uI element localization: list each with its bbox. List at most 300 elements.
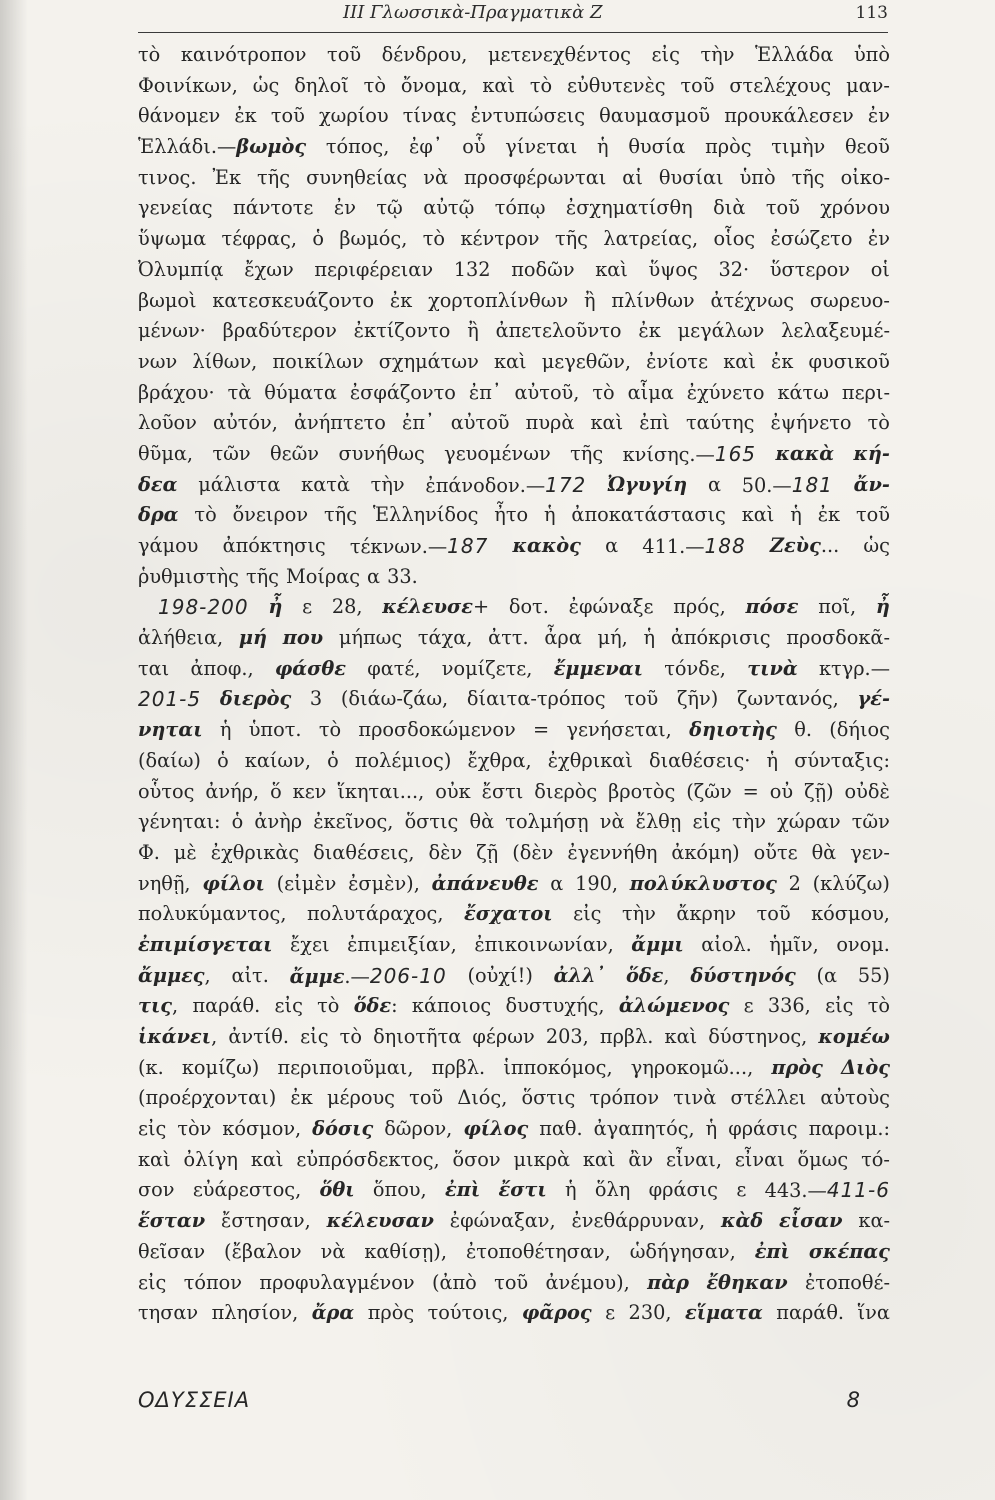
word [387, 562, 418, 593]
text-run: τοῦ [270, 104, 305, 128]
word [544, 500, 556, 531]
text-run: φατέ, [367, 656, 421, 680]
word [706, 1268, 787, 1299]
word [530, 71, 552, 102]
word [313, 838, 414, 869]
word [496, 316, 622, 347]
lemma-term: ἔστι [498, 1178, 547, 1202]
word [770, 255, 850, 286]
text-run: , [211, 1025, 218, 1048]
lemma-term: εἷσαν [779, 1209, 843, 1233]
word [505, 807, 588, 838]
word [599, 101, 710, 132]
text-run: θύματα [264, 380, 337, 404]
word [464, 899, 553, 930]
word [275, 991, 303, 1022]
text-run: τοῦ [765, 196, 800, 220]
word [373, 1022, 461, 1053]
word [569, 592, 654, 623]
text-run: καὶ [723, 349, 756, 373]
word [686, 408, 754, 439]
word [509, 592, 549, 623]
word [770, 531, 839, 562]
text-run: ὅστις [404, 810, 459, 834]
text-run: (ζῶν [686, 779, 732, 803]
word [567, 71, 666, 102]
text-run: οἰκο- [840, 165, 890, 189]
word [338, 439, 424, 470]
text-run: αὐτοῦ [450, 411, 510, 435]
word [494, 347, 527, 378]
text-line [138, 132, 890, 163]
text-run: 336, [767, 994, 811, 1018]
word [259, 1268, 414, 1299]
word [463, 1114, 528, 1145]
word [138, 746, 201, 777]
text-line [138, 347, 890, 378]
text-run: καὶ [493, 349, 527, 373]
word [677, 684, 718, 715]
text-run: ὄνομα, [400, 73, 468, 97]
text-run: ἐσώζετο [770, 227, 853, 251]
text-run: ὕψωμα [138, 227, 207, 251]
text-line [138, 899, 890, 930]
text-line [138, 1298, 890, 1329]
text-run: λοῦον [138, 411, 197, 435]
word [138, 684, 201, 715]
word [628, 1145, 653, 1176]
lemma-term: ἀλλ᾿ [553, 963, 606, 987]
text-run: οὐδὲ [844, 779, 890, 803]
lemma-term: ὅθι [319, 1178, 355, 1202]
text-run: Ἐκ [212, 165, 241, 189]
word [755, 40, 833, 71]
word [290, 961, 447, 992]
text-run: τινὰ [673, 1086, 717, 1110]
word [513, 531, 581, 562]
text-run: ἄκρην [676, 902, 737, 926]
word [138, 470, 177, 501]
word [555, 224, 588, 255]
text-run: δῶρον, [384, 1117, 453, 1141]
word [624, 684, 658, 715]
word [138, 1053, 164, 1084]
word [871, 255, 890, 286]
word [570, 439, 603, 470]
word [721, 1206, 763, 1237]
word [401, 71, 468, 102]
lemma-term: ἕσταν [138, 1209, 206, 1233]
verse-number: 181 [791, 472, 833, 497]
word [454, 255, 491, 286]
word [649, 1175, 718, 1206]
lemma-term: ἐπιμίσγεται [138, 932, 273, 956]
text-line [138, 224, 890, 255]
word [630, 1237, 736, 1268]
text-run: ἵνα [857, 1301, 890, 1325]
lemma-term: ἔθηκαν [706, 1270, 788, 1294]
text-run: α [550, 871, 564, 895]
word [138, 1298, 198, 1329]
word [371, 470, 405, 501]
text-run: τοῦ [624, 687, 659, 711]
word [138, 71, 238, 102]
word [771, 408, 852, 439]
text-run: , [204, 963, 211, 987]
text-run: ὁ [231, 810, 244, 834]
word [138, 899, 286, 930]
text-run: α [367, 564, 381, 588]
word [222, 224, 297, 255]
word [550, 869, 563, 900]
word [482, 777, 524, 808]
word [673, 592, 726, 623]
text-run: γάμου [138, 534, 199, 557]
word [858, 1298, 890, 1329]
text-run: δοτ. [508, 595, 549, 619]
text-run: στέλλει [730, 1086, 807, 1110]
text-run: πλησίον, [211, 1301, 299, 1325]
text-line [138, 316, 890, 347]
text-run: θεοῦ [844, 135, 890, 159]
word [595, 1175, 630, 1206]
word [522, 1083, 576, 1114]
text-run: τῶν [212, 441, 251, 465]
text-run: ἀποκατάστασις [571, 503, 726, 527]
text-run: τησαν [138, 1301, 199, 1325]
word [350, 531, 488, 562]
text-run: εὐάρεστος, [192, 1178, 302, 1202]
text-run: ταύτης [685, 411, 755, 435]
text-run: γηροκομῶ..., [630, 1055, 754, 1079]
word [320, 1175, 355, 1206]
word [453, 1145, 501, 1176]
text-run: αἰολ. [701, 932, 752, 956]
text-run: Φοινίκων, [138, 73, 238, 97]
text-line [138, 592, 890, 623]
word [364, 71, 386, 102]
word [138, 286, 197, 317]
text-run: δένδρου, [381, 43, 468, 66]
word [409, 132, 443, 163]
word [467, 746, 531, 777]
word [138, 961, 211, 992]
word [376, 193, 402, 224]
text-run: ἱπποκόμος, [503, 1055, 613, 1079]
word [868, 991, 890, 1022]
text-run: διαθέσεις· [648, 748, 751, 772]
text-run: ἀπετελοῦντο [495, 319, 622, 343]
word [337, 777, 424, 808]
lemma-term: ὅδε [625, 963, 664, 987]
word [608, 777, 675, 808]
word [718, 255, 749, 286]
text-run: ὅλη [594, 1178, 631, 1202]
word [790, 500, 802, 531]
text-run: ἔχθρα, [467, 748, 532, 772]
text-line [138, 930, 890, 961]
text-run: ἐκ [234, 104, 257, 128]
text-run: μετενεχθέντος [487, 43, 631, 66]
text-line [138, 1083, 890, 1114]
text-run: μέρους [327, 1086, 395, 1110]
text-run: αἰτ. [231, 963, 269, 987]
text-run: ἐκ [290, 1086, 313, 1110]
text-run: (διάω-ζάω, [340, 687, 449, 711]
text-line [138, 1268, 890, 1299]
word [495, 193, 546, 224]
text-run: χρόνου [820, 196, 890, 220]
word [184, 1268, 242, 1299]
lemma-term: πόσε [745, 595, 799, 619]
word [845, 132, 890, 163]
text-run: = [533, 718, 550, 742]
word [138, 500, 179, 531]
text-run: ἐφ᾿ [409, 135, 443, 159]
lemma-term: δεα [138, 472, 178, 496]
word [464, 163, 606, 194]
text-run: εἰς [825, 994, 854, 1018]
text-run: κομίζω) [181, 1055, 260, 1079]
text-run: τίνας [402, 104, 457, 128]
text-run: 230, [628, 1301, 672, 1325]
text-run: καὶ [664, 1025, 698, 1048]
text-run: ἢ [584, 288, 596, 312]
text-run: νομίζετε, [441, 656, 533, 680]
word [313, 807, 393, 838]
word [191, 654, 254, 685]
binding-shadow [0, 0, 28, 1500]
text-run: ἢ [467, 319, 479, 343]
text-run: ὄνειρον [232, 503, 309, 527]
text-run: ἡ [705, 1117, 718, 1141]
word [332, 592, 363, 623]
word [193, 1175, 301, 1206]
word [539, 1114, 582, 1145]
text-run: 55) [857, 963, 890, 987]
word [194, 500, 216, 531]
text-run: εἶναι [734, 1147, 785, 1171]
word [340, 1022, 362, 1053]
text-run: τῷ [376, 196, 403, 220]
text-run: τὴν [621, 902, 656, 926]
word [729, 71, 831, 102]
text-run: (ἔβαλον [224, 1239, 302, 1263]
text-run: α [707, 472, 721, 496]
text-run: , [663, 963, 670, 987]
lemma-term: ὅδε [353, 994, 392, 1018]
lemma-term: ἔμμεναι [553, 656, 643, 680]
text-run: θεῖσαν [138, 1239, 206, 1263]
word [174, 838, 197, 869]
word [138, 1145, 171, 1176]
text-run: ἐν [867, 227, 890, 251]
page-header [138, 0, 888, 33]
text-run: ἐκτίζοντο [353, 319, 451, 343]
text-line [138, 1114, 890, 1145]
word [853, 439, 889, 470]
word [754, 838, 798, 869]
text-run: ἀττ. [488, 626, 529, 650]
text-run: ἐν [867, 104, 890, 128]
text-run: 190, [575, 871, 619, 895]
text-run: θυσία [628, 135, 686, 159]
word [294, 408, 386, 439]
text-run: γευομένων [444, 441, 551, 465]
word [223, 316, 337, 347]
text-run: εἰς [138, 1117, 167, 1141]
word [467, 684, 606, 715]
word [622, 163, 643, 194]
word [138, 531, 198, 562]
text-run: μήπως [338, 626, 403, 650]
word [442, 654, 533, 685]
text-run: ἔχει [289, 932, 330, 956]
text-run: : [391, 994, 398, 1018]
text-run: πρός, [673, 595, 726, 619]
word [659, 163, 724, 194]
text-run: οὔτε [753, 840, 798, 864]
word [270, 439, 319, 470]
lemma-term: εἵματα [684, 1301, 763, 1325]
word [358, 715, 515, 746]
text-run: προφυλαγμένον [259, 1270, 415, 1294]
word [382, 40, 468, 71]
word [457, 1083, 507, 1114]
word [494, 500, 528, 531]
word [706, 1114, 718, 1145]
word [231, 961, 268, 992]
text-run: ἔστι [481, 779, 524, 803]
text-run: φυσικοῦ [808, 349, 890, 373]
word [228, 378, 252, 409]
text-run: ... [820, 534, 840, 557]
text-line [138, 163, 890, 194]
text-run: ἐπικοινωνίαν, [474, 932, 614, 956]
word [631, 930, 683, 961]
lemma-term: ἄμμες [138, 963, 205, 987]
text-run: καὶ [595, 257, 628, 281]
word [771, 132, 825, 163]
lemma-term: ἀλώμενος [618, 994, 730, 1018]
word [755, 1237, 790, 1268]
text-run: ε [743, 994, 754, 1018]
text-run: τολμήσῃ [505, 810, 589, 834]
word [850, 838, 890, 869]
text-run: πρβλ. [599, 1025, 654, 1048]
word [700, 40, 734, 71]
word [794, 715, 812, 746]
text-run: ἐσμὲν), [348, 871, 420, 895]
word [138, 132, 306, 163]
word [432, 1268, 477, 1299]
text-run: .— [344, 964, 370, 988]
text-run: διαθέσεις, [313, 840, 415, 864]
text-run: ἐπιμειξίαν, [347, 932, 457, 956]
text-run: 443.— [764, 1179, 827, 1203]
text-run: ἐκ [389, 288, 413, 312]
text-run: αὐτόν, [213, 411, 278, 435]
text-run: δηιοτῆτα [373, 1025, 462, 1048]
word [769, 930, 819, 961]
text-run: ἡ [219, 718, 232, 742]
text-run: θὰ [469, 810, 495, 834]
lemma-term: ἄρα [311, 1301, 355, 1325]
word [842, 378, 890, 409]
word [212, 286, 374, 317]
word [233, 193, 313, 224]
word [138, 1237, 205, 1268]
text-run: ὀλίγη [183, 1147, 238, 1171]
word [467, 316, 479, 347]
text-line [138, 500, 890, 531]
text-run: + [472, 595, 490, 619]
word [605, 531, 618, 562]
text-run: τὸν [177, 1117, 212, 1141]
verse-number: 188 [704, 534, 746, 558]
text-run: κόσμου, [811, 902, 890, 926]
text-run: καὶ [741, 503, 775, 527]
word [736, 1175, 746, 1206]
word [192, 991, 260, 1022]
word [686, 777, 731, 808]
word [757, 899, 791, 930]
word [841, 163, 890, 194]
text-run: μένων· [138, 319, 206, 343]
word [296, 1145, 439, 1176]
word [810, 286, 890, 317]
word [220, 715, 232, 746]
text-run: προσδοκᾶ- [786, 626, 890, 650]
text-run: Διός, [457, 1086, 508, 1110]
text-run: νηθῇ, [138, 871, 191, 895]
text-run: ἐχθρικαὶ [547, 748, 633, 772]
word [728, 1114, 797, 1145]
word [270, 777, 282, 808]
text-run: ἐπάνοδον.— [425, 473, 546, 497]
word [277, 869, 337, 900]
text-run: θῦμα, [138, 441, 194, 465]
word [792, 163, 825, 194]
word [246, 562, 279, 593]
text-run: ποικίλων [272, 349, 364, 373]
text-run: γεν- [850, 840, 890, 864]
lemma-term: κακὰ [775, 441, 835, 465]
word [858, 961, 890, 992]
text-run: εἰς [573, 902, 602, 926]
word [382, 592, 489, 623]
word [746, 592, 799, 623]
text-run: 411.— [642, 535, 705, 558]
text-line [138, 623, 890, 654]
signature-mark: 8 [846, 1388, 860, 1412]
word [809, 347, 890, 378]
text-run: τὸ [317, 994, 340, 1018]
text-run: ἡ [643, 626, 656, 650]
text-run: ἵκηται..., [337, 779, 425, 803]
text-run: μεγάλων [677, 319, 765, 343]
word [350, 378, 456, 409]
word [198, 470, 280, 501]
text-run: ἦτο [494, 503, 529, 527]
word [314, 255, 433, 286]
word [701, 930, 752, 961]
text-run: φράσις [728, 1117, 798, 1141]
word [339, 623, 402, 654]
text-run: τὸ [529, 73, 553, 97]
word [158, 592, 249, 623]
word [138, 255, 224, 286]
